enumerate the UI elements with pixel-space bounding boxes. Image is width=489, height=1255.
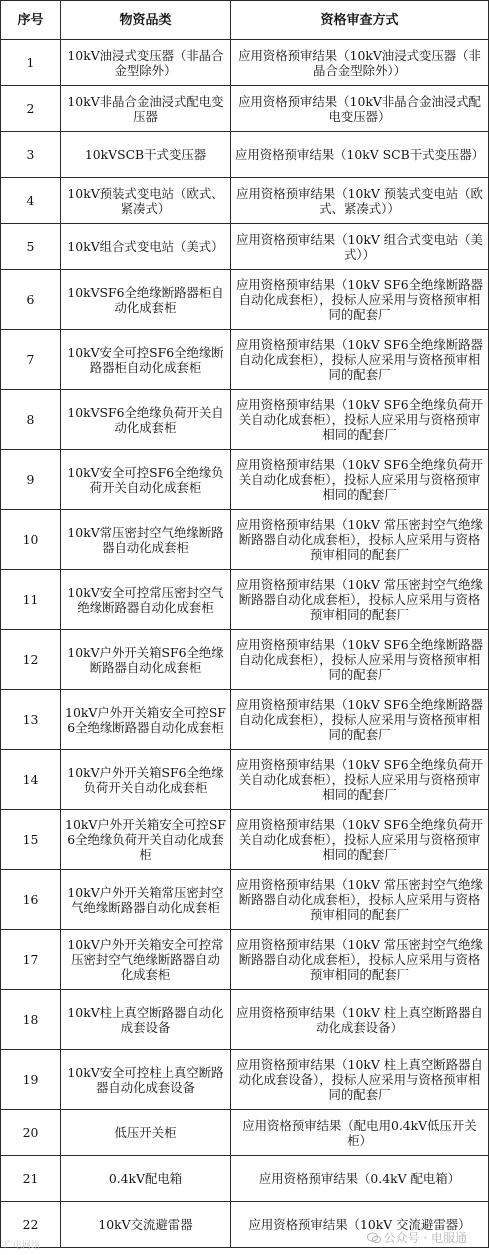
row-method: 应用资格预审结果（10kV 组合式变电站（美式））: [231, 224, 489, 270]
row-method: 应用资格预审结果（10kV 柱上真空断路器自动化成套设备），投标人应采用与资格预审相同的配套厂: [231, 1050, 489, 1110]
row-number: 12: [1, 630, 61, 690]
row-number: 2: [1, 86, 61, 132]
wechat-icon: [367, 1232, 381, 1244]
row-category: 10kV油浸式变压器（非晶合金型除外）: [61, 40, 231, 86]
header-method: 资格审查方式: [231, 1, 489, 40]
watermark-left-text: 广电网络: [4, 1241, 41, 1251]
header-category: 物资品类: [61, 1, 231, 40]
row-number: 8: [1, 390, 61, 450]
row-category: 10kVSF6全绝缘负荷开关自动化成套柜: [61, 390, 231, 450]
row-method: 应用资格预审结果（10kV SF6全绝缘断路器自动化成套柜），投标人应采用与资格预审相同的配套厂: [231, 690, 489, 750]
row-method: 应用资格预审结果（10kV 柱上真空断路器自动化成套设备）: [231, 990, 489, 1050]
row-method: 应用资格预审结果（10kV SF6全绝缘断路器自动化成套柜），投标人应采用与资格预审相同的配套厂: [231, 630, 489, 690]
row-number: 19: [1, 1050, 61, 1110]
row-method: 应用资格预审结果（10kV SF6全绝缘负荷开关自动化成套柜），投标人应采用与资格预审相同的配套厂: [231, 450, 489, 510]
watermark-right-text: 公众号 · 电服通: [383, 1231, 467, 1245]
watermark-left: [4, 1238, 40, 1251]
row-method: 应用资格预审结果（10kV SF6全绝缘负荷开关自动化成套柜），投标人应采用与资格预审相同的配套厂: [231, 390, 489, 450]
row-category: 10kV组合式变电站（美式）: [61, 224, 231, 270]
header-no: 序号: [1, 1, 61, 40]
row-method: 应用资格预审结果（10kV SF6全绝缘负荷开关自动化成套柜），投标人应采用与资格预审相同的配套厂: [231, 750, 489, 810]
row-method: 应用资格预审结果（10kV 常压密封空气绝缘断路器自动化成套柜），投标人应采用与资格预审相同的配套厂: [231, 870, 489, 930]
table-row: [1, 570, 489, 630]
row-category: 10kV安全可控常压密封空气绝缘断路器自动化成套柜: [61, 570, 231, 630]
row-category: 10kV安全可控柱上真空断路器自动化成套设备: [61, 1050, 231, 1110]
row-method: 应用资格预审结果（配电用0.4kV低压开关柜）: [231, 1110, 489, 1156]
table-header-row: [1, 1, 489, 40]
row-category: 10kV柱上真空断路器自动化成套设备: [61, 990, 231, 1050]
row-category: 10kV安全可控SF6全绝缘负荷开关自动化成套柜: [61, 450, 231, 510]
row-number: 10: [1, 510, 61, 570]
row-category: 10kV常压密封空气绝缘断路器自动化成套柜: [61, 510, 231, 570]
table-row: [1, 750, 489, 810]
row-number: 16: [1, 870, 61, 930]
row-number: 1: [1, 40, 61, 86]
row-category: 10kV户外开关箱SF6全绝缘负荷开关自动化成套柜: [61, 750, 231, 810]
row-number: 20: [1, 1110, 61, 1156]
table-row: [1, 450, 489, 510]
row-method: 应用资格预审结果（10kV SF6全绝缘断路器自动化成套柜），投标人应采用与资格预审相同的配套厂: [231, 270, 489, 330]
row-category: 10kVSCB干式变压器: [61, 132, 231, 178]
row-category: 10kV户外开关箱安全可控SF6全绝缘负荷开关自动化成套柜: [61, 810, 231, 870]
row-number: 13: [1, 690, 61, 750]
row-number: 7: [1, 330, 61, 390]
row-number: 11: [1, 570, 61, 630]
row-category: 0.4kV配电箱: [61, 1156, 231, 1202]
table-row: [1, 510, 489, 570]
row-number: 18: [1, 990, 61, 1050]
row-method: 应用资格预审结果（10kV非晶合金油浸式配电变压器）: [231, 86, 489, 132]
row-number: 21: [1, 1156, 61, 1202]
row-number: 17: [1, 930, 61, 990]
row-method: 应用资格预审结果（0.4kV 配电箱）: [231, 1156, 489, 1202]
row-number: 22: [1, 1202, 61, 1248]
table-row: [1, 630, 489, 690]
row-category: 10kV非晶合金油浸式配电变压器: [61, 86, 231, 132]
row-category: 10kV交流避雷器: [61, 1202, 231, 1248]
table-row: [1, 270, 489, 330]
row-number: 14: [1, 750, 61, 810]
row-number: 6: [1, 270, 61, 330]
row-number: 5: [1, 224, 61, 270]
row-method: 应用资格预审结果（10kV 常压密封空气绝缘断路器自动化成套柜），投标人应采用与资格预审相同的配套厂: [231, 510, 489, 570]
table-row: [1, 330, 489, 390]
row-method: 应用资格预审结果（10kV 交流避雷器）: [231, 1202, 489, 1248]
row-method: 应用资格预审结果（10kV SF6全绝缘负荷开关自动化成套柜），投标人应采用与资格预审相同的配套厂: [231, 810, 489, 870]
table-row: [1, 224, 489, 270]
row-method: 应用资格预审结果（10kV SCB干式变压器）: [231, 132, 489, 178]
table-row: [1, 390, 489, 450]
table-row: [1, 1110, 489, 1156]
row-category: 10kV预装式变电站（欧式、紧凑式）: [61, 178, 231, 224]
row-category: 10kV户外开关箱常压密封空气绝缘断路器自动化成套柜: [61, 870, 231, 930]
row-category: 10kV安全可控SF6全绝缘断路器柜自动化成套柜: [61, 330, 231, 390]
row-method: 应用资格预审结果（10kV 常压密封空气绝缘断路器自动化成套柜），投标人应采用与资格预审相同的配套厂: [231, 930, 489, 990]
table-row: [1, 810, 489, 870]
table-row: [1, 132, 489, 178]
table-row: [1, 930, 489, 990]
row-number: 3: [1, 132, 61, 178]
table-row: [1, 1156, 489, 1202]
row-method: 应用资格预审结果（10kV 常压密封空气绝缘断路器自动化成套柜），投标人应采用与资格预审相同的配套厂: [231, 570, 489, 630]
table-row: [1, 1050, 489, 1110]
watermark-right: [367, 1229, 467, 1246]
row-category: 低压开关柜: [61, 1110, 231, 1156]
row-category: 10kV户外开关箱安全可控常压密封空气绝缘断路器自动化成套柜: [61, 930, 231, 990]
table-row: [1, 178, 489, 224]
row-method: 应用资格预审结果（10kV SF6全绝缘断路器自动化成套柜），投标人应采用与资格预审相同的配套厂: [231, 330, 489, 390]
table-row: [1, 870, 489, 930]
table-row: [1, 990, 489, 1050]
row-number: 4: [1, 178, 61, 224]
row-category: 10kV户外开关箱SF6全绝缘断路器自动化成套柜: [61, 630, 231, 690]
row-number: 15: [1, 810, 61, 870]
row-method: 应用资格预审结果（10kV油浸式变压器（非晶合金型除外））: [231, 40, 489, 86]
row-method: 应用资格预审结果（10kV 预装式变电站（欧式、紧凑式））: [231, 178, 489, 224]
row-category: 10kV户外开关箱安全可控SF6全绝缘断路器自动化成套柜: [61, 690, 231, 750]
table-row: [1, 86, 489, 132]
table-row: [1, 690, 489, 750]
row-category: 10kVSF6全绝缘断路器柜自动化成套柜: [61, 270, 231, 330]
table-row: [1, 40, 489, 86]
row-number: 9: [1, 450, 61, 510]
